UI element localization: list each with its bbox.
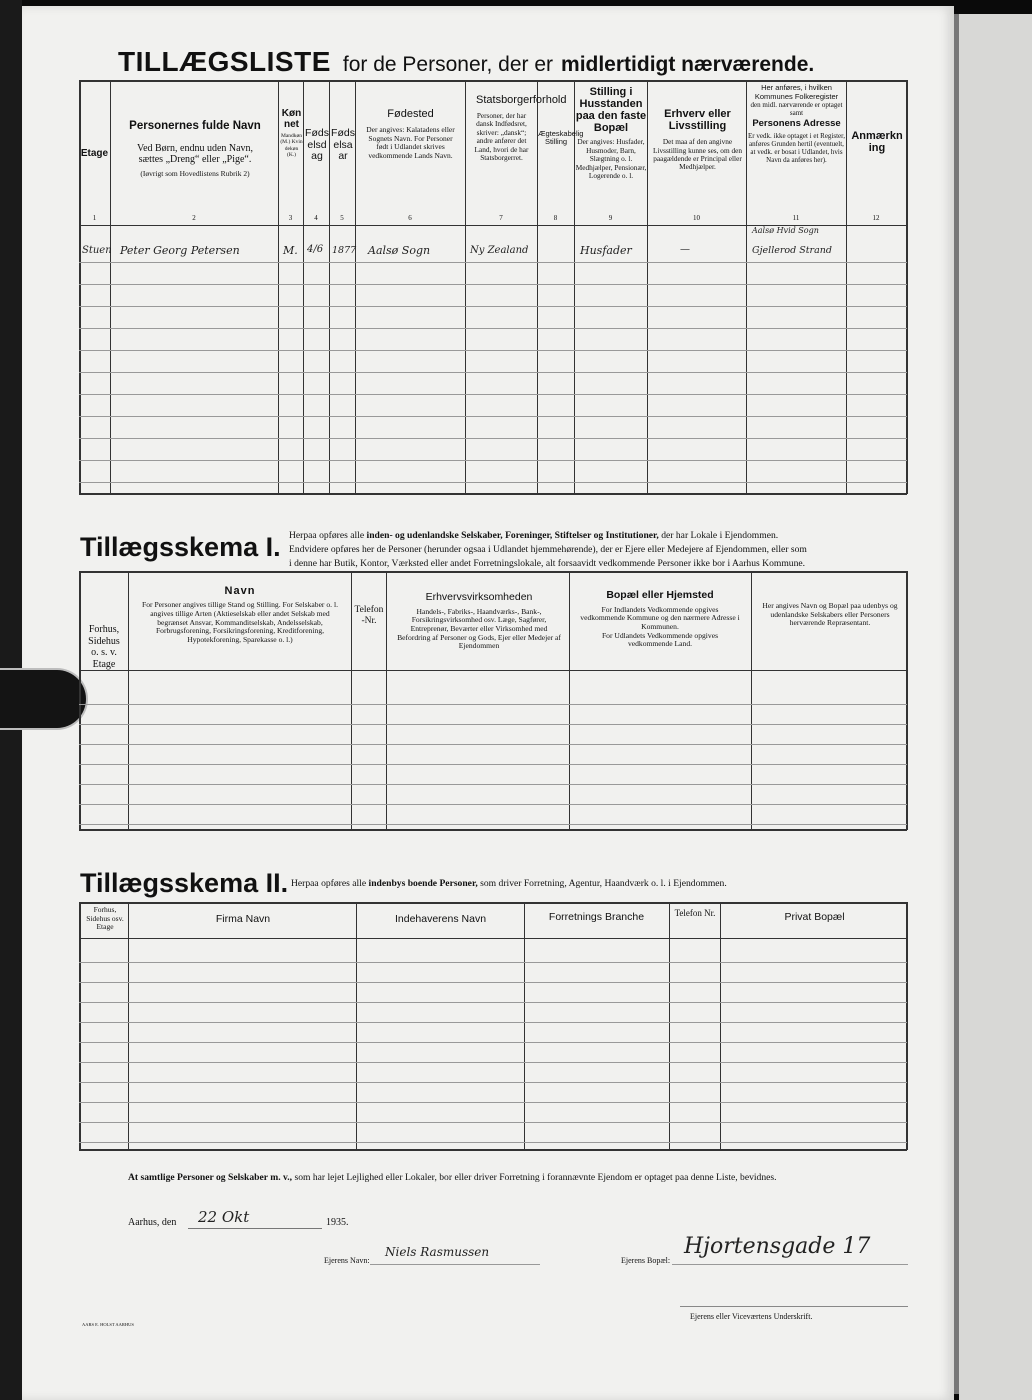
s1-col-divider — [79, 571, 81, 830]
column-number: 11 — [792, 214, 800, 222]
date-year: 1935. — [326, 1217, 349, 1228]
main-row-rule — [79, 482, 907, 483]
column-number: 9 — [608, 214, 613, 222]
main-col-divider — [79, 80, 81, 494]
owner-address-handwritten: Hjortensgade 17 — [684, 1234, 871, 1259]
column-number: 8 — [553, 214, 558, 222]
row-etage: Stuen — [82, 245, 112, 256]
s2-col-telefon: Telefon Nr. — [674, 908, 716, 918]
s2-col-firma: Firma Navn — [215, 913, 271, 925]
main-col-divider — [647, 80, 648, 494]
facing-page — [959, 14, 1032, 1400]
skema1-intro: Herpaa opføres alle inden- og udenlandske Selskaber, Foreninger, Stiftelser og Institutioner, der har Lokale i Ejendommen. Endvidere opføres her de Personer (herunder ogsaa i Udlandet hjemmehørende), der er Ejere eller Medejere af Ejendommen, eller som i denne har Butik, Kontor, Værksted eller andet Forretningslokale, alt forsaavidt vedkommende Personer ikke bor i Aarhus Kommune. — [289, 530, 807, 569]
s2-col-bopael: Privat Bopæl — [784, 911, 845, 923]
row-navn: Peter Georg Petersen — [120, 244, 240, 257]
row-aar: 1877 — [332, 245, 357, 256]
col-header-aar: Fødselsaar — [331, 127, 355, 163]
s2-row-rule — [79, 1082, 907, 1083]
col-header-dag: Fødselsdag — [305, 127, 329, 163]
owner-address-line — [672, 1264, 908, 1265]
column-number: 10 — [693, 214, 700, 222]
main-row-rule — [79, 438, 907, 439]
column-number: 3 — [288, 214, 293, 222]
owner-name-handwritten: Niels Rasmussen — [385, 1245, 490, 1259]
main-col-divider — [746, 80, 747, 494]
main-row-rule — [79, 416, 907, 417]
column-number: 5 — [340, 214, 344, 222]
row-stat: Ny Zealand — [470, 245, 529, 256]
s2-row-rule — [79, 1102, 907, 1103]
main-row-rule — [79, 460, 907, 461]
s1-col-rep: Her angives Navn og Bopæl paa udenbys og udenlandske Selskabers eller Personers herværende Repræsentant. — [762, 601, 898, 628]
col-header-koen: Kønnet Mandkøn (M.) Kvindekøn (K.) — [280, 108, 303, 158]
main-row-rule — [79, 306, 907, 307]
row-koen: M. — [283, 244, 298, 257]
skema1-header-border — [79, 670, 907, 671]
s2-col-indehaver: Indehaverens Navn — [394, 913, 487, 925]
col-header-erhverv: Erhverv eller Livsstilling Det maa af den angivne Livsstilling kunne ses, om den paagældende er Principal eller Medhjælper. — [653, 108, 742, 172]
row-erhverv: — — [680, 244, 690, 255]
s1-row-rule — [79, 804, 907, 805]
s2-col-divider — [524, 902, 525, 1150]
skema2-header-border — [79, 938, 907, 939]
main-row-rule — [79, 284, 907, 285]
signature-label: Ejerens eller Viceværtens Underskrift. — [690, 1312, 813, 1321]
main-col-divider — [329, 80, 330, 494]
s1-col-divider — [128, 571, 129, 830]
main-title-middle: for de Personer, der er — [342, 53, 554, 76]
place-date: Aarhus, den — [128, 1217, 177, 1228]
s2-col-etage: Forhus, Sidehus osv. Etage — [86, 905, 124, 932]
s2-col-divider — [128, 902, 129, 1150]
s1-row-rule — [79, 784, 907, 785]
col-header-adresse: Her anføres, i hvilken Kommunes Folkeregister den midl. nærværende er optaget samt Personens Adresse Er vedk. ikke optaget i et Register, anføres Grunden hertil (eventuelt, at vedk. er bosat i Udlandet, hvis Navn da anføres her). — [748, 83, 845, 164]
main-table-top-border — [79, 80, 907, 82]
s2-row-rule — [79, 982, 907, 983]
col-header-etage: Etage — [80, 148, 109, 159]
s2-col-divider — [669, 902, 670, 1150]
skema2-intro: Herpaa opføres alle indenbys boende Personer, som driver Forretning, Agentur, Haandværk o. l. i Ejendommen. — [291, 878, 727, 889]
main-row-rule — [79, 328, 907, 329]
s1-col-divider — [386, 571, 387, 830]
s1-row-rule — [79, 744, 907, 745]
row-stilling: Husfader — [580, 244, 632, 257]
column-number: 1 — [92, 214, 97, 222]
col-header-navn — [112, 120, 278, 178]
printer-mark: AARS E. HOLST AARHUS — [82, 1322, 134, 1327]
row-reg-top: Aalsø Hvid Sogn — [752, 226, 819, 235]
s1-col-divider — [351, 571, 352, 830]
s2-row-rule — [79, 1022, 907, 1023]
s1-col-etage: Forhus, Sidehus o. s. v. Etage — [88, 624, 120, 670]
s2-row-rule — [79, 962, 907, 963]
col-header-stilling: Stilling i Husstanden paa den faste Bopæl Der angives: Husfader, Husmoder, Barn, Slægtning o. l. Medhjælper, Pensionær, Logerende o. l. — [575, 86, 647, 180]
col-header-anm: Anmærkning — [851, 130, 903, 155]
s1-col-erhverv: Erhvervsvirksomheden Handels-, Fabriks-, Haandværks-, Bank-, Forsikringsvirksomhed osv. Læge, Sagfører, Entreprenør, Beværter eller Virksomhed med Befordring af Personer og Gods, Ejer eller Medejer af Ejendommen — [397, 591, 561, 651]
skema2-bottom-border — [79, 1149, 907, 1151]
col-header-stat: Statsborgerforhold Personer, der har dansk Indfødsret, skriver: „dansk“; andre anfører det Land, hvori de har Statsborgerret. — [474, 94, 567, 163]
s2-col-divider — [720, 902, 721, 1150]
column-number: 6 — [408, 214, 412, 222]
date-handwritten: 22 Okt — [198, 1208, 250, 1226]
col-navn-desc: Ved Børn, endnu uden Navn, sættes „Dreng“ eller „Pige“. — [136, 142, 254, 166]
skema1-title: Tillægsskema I. — [80, 532, 281, 562]
s1-row-rule — [79, 724, 907, 725]
s1-col-divider — [751, 571, 752, 830]
skema1-bottom-border — [79, 829, 907, 831]
skema2-top-border — [79, 902, 907, 904]
main-col-divider — [110, 80, 111, 494]
s2-row-rule — [79, 1062, 907, 1063]
row-dag: 4/6 — [307, 244, 324, 255]
owner-name-line — [370, 1264, 540, 1265]
s2-row-rule — [79, 1142, 907, 1143]
s1-row-rule — [79, 824, 907, 825]
owner-name-label: Ejerens Navn: — [324, 1256, 370, 1265]
column-number: 2 — [192, 214, 196, 222]
column-number: 7 — [499, 214, 503, 222]
col-navn-note: (Iøvrigt som Hovedlistens Rubrik 2) — [140, 168, 250, 178]
main-row-rule — [79, 262, 907, 263]
main-title-bold: TILLÆGSLISTE — [118, 46, 331, 77]
main-title — [118, 46, 814, 78]
signature-line — [680, 1306, 908, 1307]
main-row-rule — [79, 394, 907, 395]
skema1-top-border — [79, 571, 907, 573]
s1-col-bopael: Bopæl eller Hjemsted For Indlandets Vedkommende opgives vedkommende Kommune og den nærmere Adresse i Kommunen. For Udlandets Vedkommende opgives vedkommende Land. — [580, 589, 740, 649]
s2-row-rule — [79, 1122, 907, 1123]
binder-clip — [0, 668, 88, 730]
column-number: 12 — [872, 214, 880, 222]
main-col-divider — [355, 80, 356, 494]
s1-row-rule — [79, 764, 907, 765]
col-header-foedested: Fødested Der angives: Kalatadens eller Sognets Navn. For Personer født i Udlandet skrives vedkommende Lands Navn. — [366, 108, 455, 160]
main-row-rule — [79, 372, 907, 373]
s2-col-divider — [356, 902, 357, 1150]
row-reg-addr: Gjellerod Strand — [752, 245, 832, 256]
s1-row-rule — [79, 704, 907, 705]
column-number: 4 — [314, 214, 318, 222]
s2-col-divider — [79, 902, 81, 1150]
col-header-aegteskab: Ægteskabelig Stilling — [538, 129, 584, 147]
s2-col-divider — [906, 902, 908, 1150]
main-row-rule — [79, 350, 907, 351]
s2-row-rule — [79, 1002, 907, 1003]
s2-col-branche: Forretnings Branche — [548, 911, 645, 923]
main-title-end: midlertidigt nærværende. — [561, 53, 815, 76]
main-col-divider — [278, 80, 279, 494]
s2-row-rule — [79, 1042, 907, 1043]
main-table-bottom-border — [79, 493, 907, 495]
s1-col-divider — [906, 571, 908, 830]
row-foedested: Aalsø Sogn — [368, 244, 431, 257]
declaration: At samtlige Personer og Selskaber m. v., som har lejet Lejlighed eller Lokaler, bor eller driver Forretning i forannævnte Ejendom er optaget paa denne Liste, bevidnes. — [128, 1172, 777, 1183]
main-col-divider — [303, 80, 304, 494]
date-line — [188, 1228, 322, 1229]
col-navn-title: Personernes fulde Navn — [129, 120, 261, 132]
owner-address-label: Ejerens Bopæl: — [621, 1256, 671, 1265]
s1-col-navn: Navn For Personer angives tillige Stand og Stilling. For Selskaber o. l. angives tillige Arten (Aktieselskab eller andet Selskab med begrænset Ansvar, Kommanditselskab, Andelsselskab, Forbrugsforening, Forsikringsforening, Kreditforening, Hypotekforening, Sparekasse o. l.) — [142, 585, 338, 644]
s1-col-telefon: Telefon-Nr. — [354, 605, 384, 626]
skema2-title: Tillægsskema II. — [80, 868, 289, 898]
